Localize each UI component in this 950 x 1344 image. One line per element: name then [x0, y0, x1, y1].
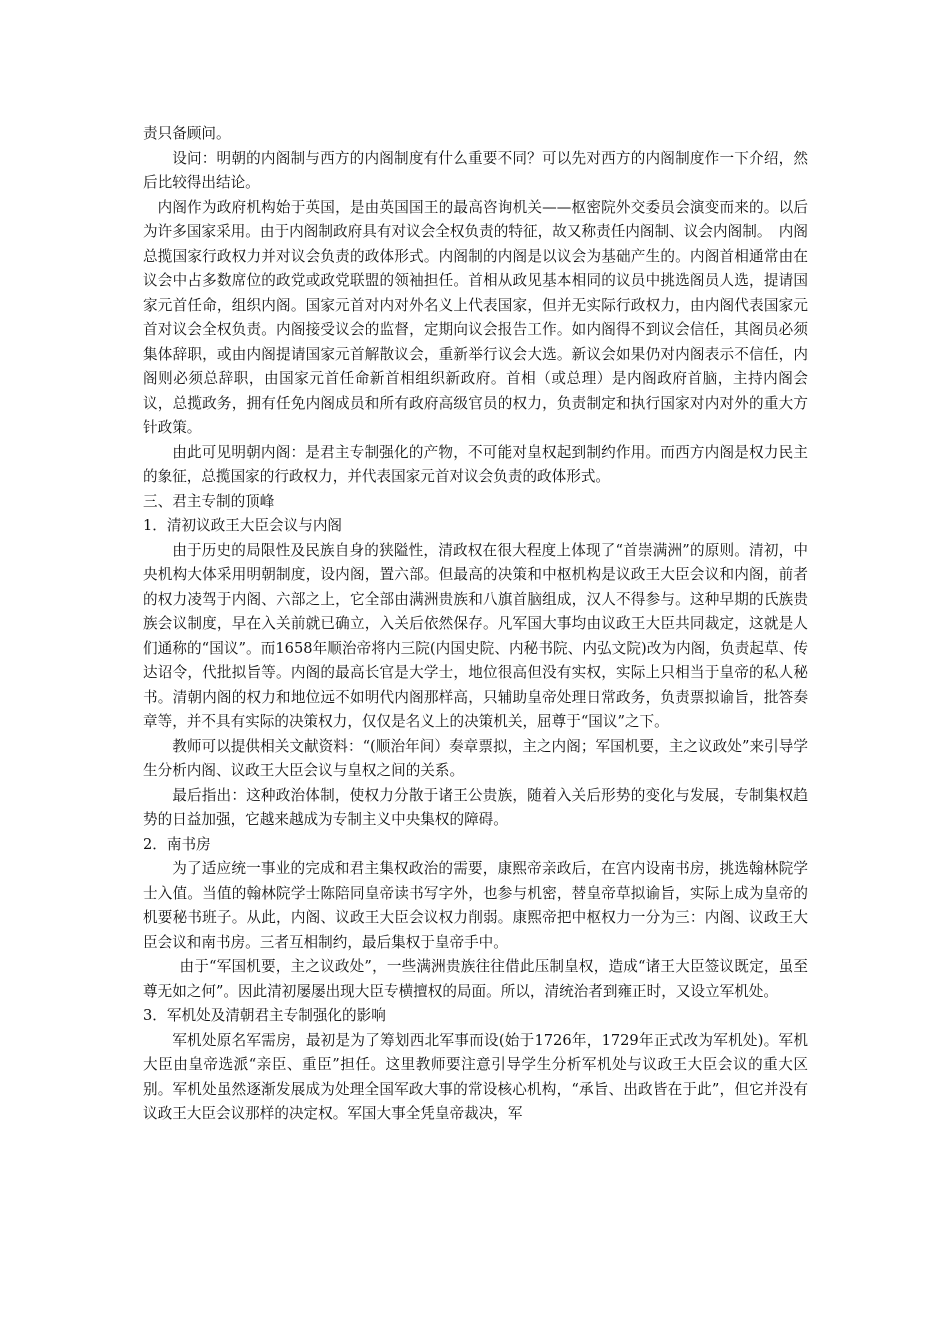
section-heading: 三、君主专制的顶峰: [143, 492, 275, 510]
subsection-heading: 3．军机处及清朝君主专制强化的影响: [143, 1007, 386, 1024]
paragraph: 由于“军国机要，主之议政处”，一些满洲贵族往往借此压制皇权，造成“诸王大臣签议既定，虽至尊无如之何”。因此清初屡屡出现大臣专横擅权的局面。所以，清统治者到雍正时，又设立军机处。: [143, 958, 808, 1000]
paragraph: 由于历史的局限性及民族自身的狭隘性，清政权在很大程度上体现了“首崇满洲”的原则。清初，中央机构大体采用明朝制度，设内阁，置六部。但最高的决策和中枢机构是议政王大臣会议和内阁，前者的权力凌驾于内阁、六部之上，它全部由满洲贵族和八旗首脑组成，汉人不得参与。这种早期的氏族贵族会议制度，早在入关前就已确立，入关后依然保存。凡军国大事均由议政王大臣共同裁定，这就是人们通称的“国议”。而1658年顺治帝将内三院(内国史院、内秘书院、内弘文院)改为内阁，负责起草、传达诏令，代批拟旨等。内阁的最高长官是大学士，地位很高但没有实权，实际上只相当于皇帝的私人秘书。清朝内阁的权力和地位远不如明代内阁那样高，只辅助皇帝处理日常政务，负责票拟谕旨，批答奏章等，并不具有实际的决策权力，仅仅是名义上的决策机关，屈尊于“国议”之下。: [143, 541, 808, 730]
paragraph: 设问：明朝的内阁制与西方的内阁制度有什么重要不同？可以先对西方的内阁制度作一下介绍，然后比较得出结论。: [143, 149, 808, 191]
paragraph: 最后指出：这种政治体制，使权力分散于诸王公贵族，随着入关后形势的变化与发展，专制集权趋势的日益加强，它越来越成为专制主义中央集权的障碍。: [143, 786, 808, 828]
paragraph: 军机处原名军需房，最初是为了筹划西北军事而设(始于1726年，1729年正式改为军机处)。军机大臣由皇帝选派“亲臣、重臣”担任。这里教师要注意引导学生分析军机处与议政王大臣会议的重大区别。军机处虽然逐渐发展成为处理全国军政大事的常设核心机构，“承旨、出政皆在于此”，但它并没有议政王大臣会议那样的决定权。军国大事全凭皇帝裁决，军: [143, 1031, 808, 1122]
paragraph: 教师可以提供相关文献资料：“(顺治年间）奏章票拟，主之内阁；军国机要，主之议政处”来引导学生分析内阁、议政王大臣会议与皇权之间的关系。: [143, 737, 808, 779]
paragraph: 内阁作为政府机构始于英国，是由英国国王的最高咨询机关——枢密院外交委员会演变而来的。以后为许多国家采用。由于内阁制政府具有对议会全权负责的特征，故又称责任内阁制、议会内阁制。 内阁总揽国家行政权力并对议会负责的政体形式。内阁制的内阁是以议会为基础产生的。内阁首相通常由在议会中占多数席位的政党或政党联盟的领袖担任。首相从政见基本相同的议员中挑选阁员人选，提请国家元首任命，组织内阁。国家元首对内对外名义上代表国家，但并无实际行政权力，由内阁代表国家元首对议会全权负责。内阁接受议会的监督，定期向议会报告工作。如内阁得不到议会信任，其阁员必须集体辞职，或由内阁提请国家元首解散议会，重新举行议会大选。新议会如果仍对内阁表示不信任，内阁则必须总辞职，由国家元首任命新首相组织新政府。首相（或总理）是内阁政府首脑，主持内阁会议，总揽政务，拥有任免内阁成员和所有政府高级官员的权力，负责制定和执行国家对内对外的重大方针政策。: [143, 198, 808, 436]
subsection-heading: 2．南书房: [143, 835, 211, 853]
paragraph: 为了适应统一事业的完成和君主集权政治的需要，康熙帝亲政后，在宫内设南书房，挑选翰林院学士入值。当值的翰林院学士陈陪同皇帝读书写字外，也参与机密，替皇帝草拟谕旨，实际上成为皇帝的机要秘书班子。从此，内阁、议政王大臣会议权力削弱。康熙帝把中枢权力一分为三：内阁、议政王大臣会议和南书房。三者互相制约，最后集权于皇帝手中。: [143, 860, 808, 951]
paragraph: 由此可见明朝内阁：是君主专制强化的产物，不可能对皇权起到制约作用。而西方内阁是权力民主的象征，总揽国家的行政权力，并代表国家元首对议会负责的政体形式。: [143, 443, 808, 485]
document-page: [143, 122, 808, 1127]
paragraph: 责只备顾问。: [143, 125, 231, 142]
subsection-heading: 1．清初议政王大臣会议与内阁: [143, 517, 343, 534]
